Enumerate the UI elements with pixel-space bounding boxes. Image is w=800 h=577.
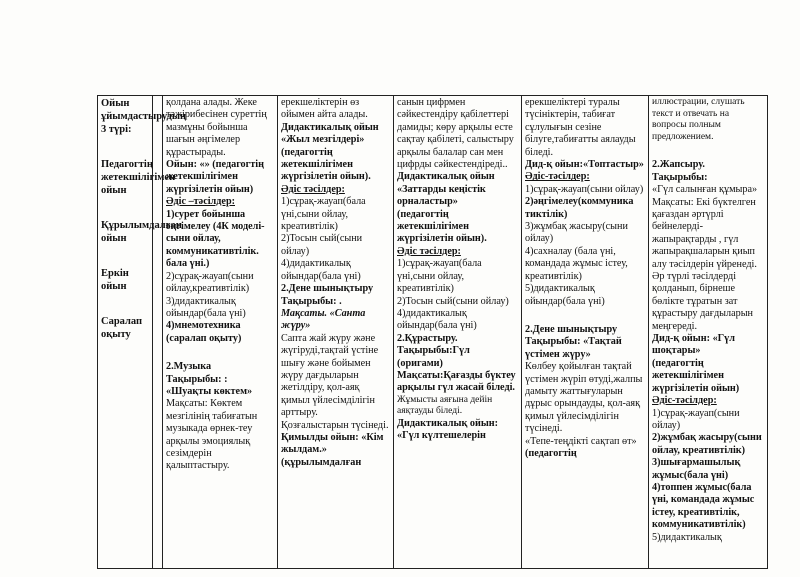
description-text: Қозғалыстарын түсінеді.	[281, 419, 389, 431]
method-item: 3)жұмбақ жасыру(сыни ойлау)	[525, 221, 628, 245]
subject-heading: 2.Жапсыру.	[652, 159, 705, 171]
method-item: 4)топпен жұмыс(бала үні, командада жұмыс істеу, креативтілік, коммуникативтілік)	[652, 481, 755, 531]
method-item: 4)дидактикалық ойындар(бала үні)	[281, 258, 361, 282]
methods-heading: Әдіс-тәсілдер:	[525, 171, 590, 183]
method-item: 4)мнемотехника (саралап оқыту)	[166, 320, 242, 344]
activity-types-cell	[98, 96, 187, 569]
game-title: Дидактикалық ойын: «Гүл күлтешелерін	[397, 417, 499, 442]
cell-text: ерекшеліктері туралы түсініктерін, табиғат сұлулығын сезіне білуге,табиғатты аялауды біледі.	[525, 97, 636, 158]
description-text: Жұмысты аяғына дейін аяқтауды біледі.	[397, 394, 493, 417]
topic-text: «Гүл салынған құмыра»	[652, 184, 758, 196]
game-type: (педагогтің	[525, 447, 577, 459]
game-title: Дид-қ ойын: «Гүл шоқтары»	[652, 333, 735, 357]
subject-heading: 2.Музыка	[166, 361, 212, 373]
spacer	[652, 143, 764, 159]
method-item: 1)сұрақ-жауап(бала үні,сыни ойлау, креативтілік)	[281, 196, 366, 233]
game-title: Ойын: «» (педагогтің жетекшілігімен жүргізілетін ойын)	[166, 159, 264, 195]
game-type: (педагогтің жетекшілігімен жүргізілетін ойын)	[652, 357, 740, 394]
friday-cell	[649, 96, 768, 569]
activity-types-heading: Ойын ұйымдастырудың 3 түрі:	[101, 98, 187, 135]
game-type: (педагогтің жетекшілігімен жүргізілетін ойын).	[281, 146, 371, 183]
method-item: 3)шығармашылық жұмыс(бала үні)	[652, 457, 741, 481]
goal-text: Мақсаты:Қағазды бүктеу арқылы гүл жасай біледі.	[397, 369, 516, 394]
cell-text: иллюстрации, слушать текст и отвечать на вопросы полным предложением.	[652, 97, 745, 142]
game-title: «Тепе-теңдікті сақтап өт»	[525, 435, 637, 447]
method-item: 2)жұмбақ жасыру(сыни ойлау, креативтілік)	[652, 432, 762, 456]
method-item: 4)дидактикалық ойындар(бала үні)	[397, 307, 477, 332]
differentiated-learning-label: Саралап оқыту	[101, 316, 143, 340]
game-title: Қимылды ойын: «Кім жылдам.»	[281, 431, 384, 456]
methods-heading: Әдіс тәсілдер:	[281, 183, 345, 195]
method-item: 1)сұрақ-жауап(сыни ойлау)	[525, 183, 644, 195]
method-item: 2)сұрақ-жауап(сыни ойлау,креативтілік)	[166, 270, 254, 295]
game-title: Дид-қ ойын:«Топтастыр»	[525, 159, 644, 171]
methods-heading: Әдіс-тәсілдер:	[652, 395, 717, 407]
monday-cell	[163, 96, 278, 569]
description-text: Сапта жай жүру және жүгіруді,тақтай үстіне шығу және бойымен жүру дағдыларын жетілдіру, қол-аяқ қимыл үйлесімділігін арттыру.	[281, 332, 379, 419]
topic-label: Тақырыбы:	[652, 171, 708, 183]
cell-text: қолдана алады. Жеке тәжірибесінен суреттің мазмұны бойынша шағын әңгімелер құрастырады.	[166, 97, 267, 158]
topic-text: Тақырыбы: : «Шуақты көктем»	[166, 373, 253, 397]
subject-heading: 2.Құрастыру.	[397, 332, 458, 344]
free-play-label: Еркін ойын	[101, 268, 129, 292]
cell-text: санын цифрмен сәйкестендіру қабілеттері дамиды; көру арқылы есте сақтау қабілеті, салыстыру арқылы балалар сан мен цифрды сәйкестендіреді..	[397, 97, 514, 171]
game-type: (педагогтің жетекшілігімен жүргізілетін ойын).	[397, 208, 487, 245]
subject-heading: 2.Дене шынықтыру Тақырыбы: «Тақтай үстімен жүру»	[525, 323, 622, 360]
goal-text: Мақсаты. «Санта жүру»	[281, 307, 366, 332]
subject-heading: 2.Дене шынықтыру Тақырыбы: .	[281, 283, 374, 307]
structured-play-label: Құрылымдалған ойын	[101, 220, 182, 244]
method-item: 2)әңгімелеу(коммуника тиктілік)	[525, 196, 634, 220]
goal-text: Мақсаты: Көктем мезгілінің табиғатын музыкада өрнек-теу арқылы эмоциялық сезімдерін қалыптастыру.	[166, 398, 258, 472]
method-item: 5)дидактикалық	[652, 531, 722, 543]
method-item: 1)сурет бойынша әңгімелеу (4К моделі-сыни ойлау, коммуникативтілік. бала үні.)	[166, 208, 265, 270]
game-title: Дидактикалық ойын «Заттарды кеңістік орналастыр»	[397, 171, 495, 208]
tuesday-cell	[278, 96, 394, 569]
game-type: (құрылымдалған	[281, 456, 362, 468]
game-title: Дидактикалық ойын «Жыл мезгілдері»	[281, 121, 379, 146]
methods-heading: Әдіс тәсілдер:	[397, 245, 461, 257]
table-row	[98, 96, 768, 569]
description-text: Көлбеу қойылған тақтай үстімен жүріп өтуді,жалпы дамыту жаттығуларын дұрыс орындауды, қол-аяқ қимыл үйлесімділігін түсінеді.	[525, 361, 643, 435]
spacer	[525, 308, 645, 324]
goal-text: Мақсаты: Екі бүктелген қағаздан әртүрлі бейнелерді-жапырақтарды , гүл жапырақшаларын қиып алу тәсілдерін үйренеді. Әр түрлі тәсілдерді қолданып, бірнеше бөлікте тұратын зат құрастыру дағдыларын меңгереді.	[652, 196, 757, 332]
cell-text: ерекшеліктерін өз ойымен айта алады.	[281, 97, 368, 121]
thursday-cell	[522, 96, 649, 569]
method-item: 4)сахналау (бала үні, командада жұмыс істеу, креативтілік)	[525, 245, 628, 282]
method-item: 5)дидактикалық ойындар(бала үні)	[525, 283, 605, 307]
lesson-plan-table	[97, 95, 768, 569]
method-item: 1)сұрақ-жауап(сыни ойлау)	[652, 407, 740, 431]
method-item: 3)дидактикалық ойындар(бала үні)	[166, 295, 246, 319]
narrow-spacer-cell	[153, 96, 163, 569]
spacer	[166, 345, 274, 361]
method-item: 2)Тосын сый(сыни ойлау)	[281, 233, 363, 257]
method-item: 2)Тосын сый(сыни ойлау)	[397, 295, 509, 307]
guided-play-label: Педагогтің жетекшілігімен ойын	[101, 159, 176, 196]
methods-heading: Әдіс –тәсілдер:	[166, 196, 235, 208]
method-item: 1)сұрақ-жауап(бала үні,сыни ойлау, креативтілік)	[397, 258, 482, 295]
wednesday-cell	[394, 96, 522, 569]
topic-text: Тақырыбы:Гүл (оригами)	[397, 345, 470, 369]
